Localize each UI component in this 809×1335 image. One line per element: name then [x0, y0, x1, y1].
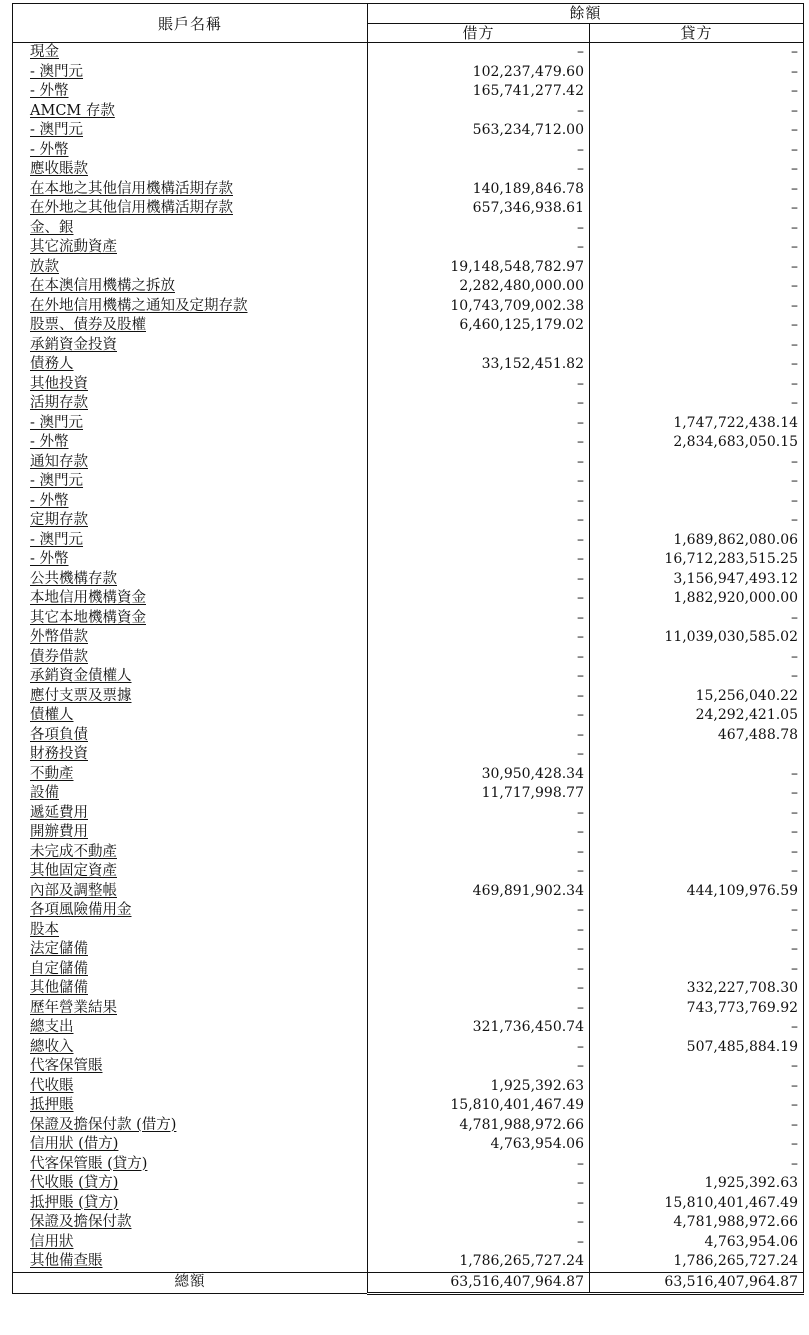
credit-cell: – — [590, 199, 804, 219]
table-row — [13, 1174, 804, 1194]
credit-cell: 332,227,708.30 — [590, 979, 804, 999]
account-name-cell: 設備 — [13, 784, 368, 804]
table-row — [13, 453, 804, 473]
account-name-cell: 各項風險備用金 — [13, 901, 368, 921]
account-name-cell: AMCM 存款 — [13, 102, 368, 122]
debit-cell: – — [368, 999, 590, 1019]
trial-balance-sheet — [12, 3, 803, 1295]
account-name-cell: 其它流動資產 — [13, 238, 368, 258]
debit-cell: – — [368, 141, 590, 161]
debit-cell: – — [368, 160, 590, 180]
credit-cell: – — [590, 121, 804, 141]
account-name-cell: 外幣借款 — [13, 628, 368, 648]
account-name-cell: 財務投資 — [13, 745, 368, 765]
credit-cell — [590, 745, 804, 765]
account-name-cell: 公共機構存款 — [13, 570, 368, 590]
credit-cell: 444,109,976.59 — [590, 882, 804, 902]
table-row — [13, 336, 804, 356]
credit-cell: – — [590, 63, 804, 83]
credit-cell: – — [590, 43, 804, 63]
account-name-cell: 遞延費用 — [13, 804, 368, 824]
debit-cell: – — [368, 1038, 590, 1058]
debit-cell: 563,234,712.00 — [368, 121, 590, 141]
credit-cell: 1,747,722,438.14 — [590, 414, 804, 434]
debit-cell: – — [368, 394, 590, 414]
credit-cell: – — [590, 921, 804, 941]
table-row — [13, 687, 804, 707]
debit-cell: – — [368, 745, 590, 765]
account-name-cell: - 外幣 — [13, 492, 368, 512]
table-row — [13, 394, 804, 414]
credit-cell: 743,773,769.92 — [590, 999, 804, 1019]
credit-cell: 4,763,954.06 — [590, 1233, 804, 1253]
debit-cell: – — [368, 238, 590, 258]
credit-cell: – — [590, 336, 804, 356]
debit-cell: 33,152,451.82 — [368, 355, 590, 375]
credit-cell: 1,786,265,727.24 — [590, 1252, 804, 1272]
debit-cell: – — [368, 433, 590, 453]
table-row — [13, 765, 804, 785]
account-name-cell: 其它本地機構資金 — [13, 609, 368, 629]
header-account-name: 賬戶名稱 — [13, 4, 368, 43]
account-name-cell: 其他投資 — [13, 375, 368, 395]
table-row — [13, 238, 804, 258]
table-row — [13, 1018, 804, 1038]
credit-cell: 1,925,392.63 — [590, 1174, 804, 1194]
account-name-cell: 在本澳信用機構之拆放 — [13, 277, 368, 297]
debit-cell: – — [368, 667, 590, 687]
debit-cell: – — [368, 940, 590, 960]
credit-cell: – — [590, 784, 804, 804]
debit-cell: 165,741,277.42 — [368, 82, 590, 102]
credit-cell: – — [590, 1116, 804, 1136]
credit-cell: 4,781,988,972.66 — [590, 1213, 804, 1233]
table-row — [13, 667, 804, 687]
account-name-cell: 其他儲備 — [13, 979, 368, 999]
table-row — [13, 1155, 804, 1175]
table-row — [13, 589, 804, 609]
account-name-cell: 其他備查賬 — [13, 1252, 368, 1272]
credit-cell: – — [590, 258, 804, 278]
table-row — [13, 999, 804, 1019]
credit-cell: – — [590, 453, 804, 473]
credit-cell: – — [590, 394, 804, 414]
account-name-cell: 代客保管賬 (貸方) — [13, 1155, 368, 1175]
account-name-cell: - 澳門元 — [13, 63, 368, 83]
table-row — [13, 1057, 804, 1077]
table-row — [13, 1077, 804, 1097]
table-row — [13, 43, 804, 63]
debit-cell: – — [368, 726, 590, 746]
debit-cell: – — [368, 901, 590, 921]
debit-cell: – — [368, 921, 590, 941]
table-row — [13, 492, 804, 512]
account-name-cell: 法定儲備 — [13, 940, 368, 960]
credit-cell: – — [590, 901, 804, 921]
credit-cell: – — [590, 804, 804, 824]
account-name-cell: 保證及擔保付款 (借方) — [13, 1116, 368, 1136]
header-credit: 貸方 — [590, 23, 804, 43]
table-row — [13, 1116, 804, 1136]
account-name-cell: 在外地信用機構之通知及定期存款 — [13, 297, 368, 317]
account-name-cell: 保證及擔保付款 — [13, 1213, 368, 1233]
account-name-cell: - 外幣 — [13, 82, 368, 102]
table-row — [13, 862, 804, 882]
credit-cell: – — [590, 960, 804, 980]
account-name-cell: 本地信用機構資金 — [13, 589, 368, 609]
account-name-cell: - 外幣 — [13, 141, 368, 161]
account-name-cell: 各項負債 — [13, 726, 368, 746]
account-name-cell: 債權人 — [13, 706, 368, 726]
table-row — [13, 1213, 804, 1233]
table-row — [13, 1038, 804, 1058]
account-name-cell: 放款 — [13, 258, 368, 278]
credit-cell: 1,882,920,000.00 — [590, 589, 804, 609]
credit-cell: – — [590, 511, 804, 531]
account-name-cell: - 澳門元 — [13, 531, 368, 551]
credit-cell: – — [590, 1135, 804, 1155]
account-name-cell: 代收賬 — [13, 1077, 368, 1097]
debit-cell: – — [368, 1155, 590, 1175]
account-name-cell: 活期存款 — [13, 394, 368, 414]
debit-cell: 30,950,428.34 — [368, 765, 590, 785]
credit-cell: 467,488.78 — [590, 726, 804, 746]
table-row — [13, 160, 804, 180]
account-name-cell: 應收賬款 — [13, 160, 368, 180]
debit-cell: 10,743,709,002.38 — [368, 297, 590, 317]
table-row — [13, 141, 804, 161]
debit-cell: – — [368, 979, 590, 999]
debit-cell: 4,763,954.06 — [368, 1135, 590, 1155]
credit-cell: 15,810,401,467.49 — [590, 1194, 804, 1214]
table-row — [13, 784, 804, 804]
debit-cell: – — [368, 843, 590, 863]
table-row — [13, 277, 804, 297]
debit-cell: 15,810,401,467.49 — [368, 1096, 590, 1116]
debit-cell: – — [368, 960, 590, 980]
table-row — [13, 472, 804, 492]
table-row — [13, 648, 804, 668]
table-row — [13, 570, 804, 590]
debit-cell: 1,925,392.63 — [368, 1077, 590, 1097]
debit-cell: 2,282,480,000.00 — [368, 277, 590, 297]
debit-cell: – — [368, 219, 590, 239]
credit-cell: – — [590, 472, 804, 492]
table-row — [13, 531, 804, 551]
credit-cell: – — [590, 141, 804, 161]
table-row — [13, 297, 804, 317]
debit-cell: 4,781,988,972.66 — [368, 1116, 590, 1136]
debit-cell — [368, 336, 590, 356]
debit-cell: – — [368, 862, 590, 882]
debit-cell: – — [368, 511, 590, 531]
table-row — [13, 1096, 804, 1116]
debit-cell: – — [368, 823, 590, 843]
table-row — [13, 726, 804, 746]
credit-cell: 15,256,040.22 — [590, 687, 804, 707]
table-row — [13, 375, 804, 395]
credit-cell: – — [590, 648, 804, 668]
debit-cell: – — [368, 1174, 590, 1194]
total-debit: 63,516,407,964.87 — [368, 1272, 590, 1293]
table-row — [13, 121, 804, 141]
debit-cell: 469,891,902.34 — [368, 882, 590, 902]
credit-cell: 3,156,947,493.12 — [590, 570, 804, 590]
header-debit: 借方 — [368, 23, 590, 43]
table-row — [13, 82, 804, 102]
debit-cell: – — [368, 804, 590, 824]
total-credit: 63,516,407,964.87 — [590, 1272, 804, 1293]
credit-cell: – — [590, 316, 804, 336]
credit-cell: 1,689,862,080.06 — [590, 531, 804, 551]
credit-cell: – — [590, 667, 804, 687]
account-name-cell: 內部及調整帳 — [13, 882, 368, 902]
table-row — [13, 979, 804, 999]
debit-cell: – — [368, 375, 590, 395]
total-label: 總額 — [13, 1272, 368, 1293]
table-row — [13, 433, 804, 453]
credit-cell: – — [590, 277, 804, 297]
account-name-cell: 代客保管賬 — [13, 1057, 368, 1077]
credit-cell: – — [590, 82, 804, 102]
account-name-cell: 抵押賬 (貸方) — [13, 1194, 368, 1214]
credit-cell: – — [590, 843, 804, 863]
credit-cell: – — [590, 765, 804, 785]
account-name-cell: 不動產 — [13, 765, 368, 785]
account-name-cell: - 外幣 — [13, 550, 368, 570]
account-name-cell: 未完成不動產 — [13, 843, 368, 863]
table-row — [13, 180, 804, 200]
credit-cell: 16,712,283,515.25 — [590, 550, 804, 570]
account-name-cell: - 澳門元 — [13, 121, 368, 141]
account-name-cell: 總收入 — [13, 1038, 368, 1058]
debit-cell: – — [368, 1213, 590, 1233]
table-row — [13, 414, 804, 434]
table-row — [13, 550, 804, 570]
table-row — [13, 316, 804, 336]
credit-cell: – — [590, 160, 804, 180]
debit-cell: – — [368, 589, 590, 609]
table-row — [13, 882, 804, 902]
credit-cell: – — [590, 609, 804, 629]
table-header — [13, 4, 804, 43]
debit-cell: 321,736,450.74 — [368, 1018, 590, 1038]
account-name-cell: 承銷資金債權人 — [13, 667, 368, 687]
table-row — [13, 960, 804, 980]
account-name-cell: 其他固定資產 — [13, 862, 368, 882]
debit-cell: – — [368, 414, 590, 434]
account-name-cell: 在外地之其他信用機構活期存款 — [13, 199, 368, 219]
credit-cell: – — [590, 297, 804, 317]
account-name-cell: 承銷資金投資 — [13, 336, 368, 356]
table-row — [13, 823, 804, 843]
account-name-cell: 應付支票及票據 — [13, 687, 368, 707]
debit-cell: – — [368, 1233, 590, 1253]
table-row — [13, 1194, 804, 1214]
credit-cell: – — [590, 1096, 804, 1116]
account-name-cell: 債券借款 — [13, 648, 368, 668]
debit-cell: – — [368, 102, 590, 122]
debit-cell: – — [368, 706, 590, 726]
debit-cell: 657,346,938.61 — [368, 199, 590, 219]
account-name-cell: 定期存款 — [13, 511, 368, 531]
table-row — [13, 199, 804, 219]
credit-cell: – — [590, 1077, 804, 1097]
debit-cell: – — [368, 453, 590, 473]
debit-cell: – — [368, 531, 590, 551]
debit-cell: – — [368, 687, 590, 707]
table-body — [13, 43, 804, 1273]
table-row — [13, 940, 804, 960]
table-row — [13, 219, 804, 239]
table-row — [13, 1233, 804, 1253]
credit-cell: – — [590, 180, 804, 200]
credit-cell: – — [590, 102, 804, 122]
debit-cell: 6,460,125,179.02 — [368, 316, 590, 336]
debit-cell: – — [368, 43, 590, 63]
credit-cell: 24,292,421.05 — [590, 706, 804, 726]
account-name-cell: - 外幣 — [13, 433, 368, 453]
credit-cell: – — [590, 219, 804, 239]
credit-cell: – — [590, 375, 804, 395]
account-name-cell: 通知存款 — [13, 453, 368, 473]
debit-cell: 11,717,998.77 — [368, 784, 590, 804]
account-name-cell: 總支出 — [13, 1018, 368, 1038]
credit-cell: – — [590, 862, 804, 882]
table-row — [13, 804, 804, 824]
credit-cell: – — [590, 823, 804, 843]
account-name-cell: 債務人 — [13, 355, 368, 375]
table-row — [13, 102, 804, 122]
credit-cell: 507,485,884.19 — [590, 1038, 804, 1058]
table-row — [13, 1252, 804, 1272]
debit-cell: 1,786,265,727.24 — [368, 1252, 590, 1272]
table-row — [13, 609, 804, 629]
table-row — [13, 921, 804, 941]
table-row — [13, 843, 804, 863]
credit-cell: – — [590, 1155, 804, 1175]
credit-cell: – — [590, 492, 804, 512]
credit-cell: 11,039,030,585.02 — [590, 628, 804, 648]
table-row — [13, 63, 804, 83]
credit-cell: – — [590, 1018, 804, 1038]
account-name-cell: 抵押賬 — [13, 1096, 368, 1116]
debit-cell: – — [368, 472, 590, 492]
debit-cell: – — [368, 609, 590, 629]
credit-cell: – — [590, 355, 804, 375]
debit-cell: 19,148,548,782.97 — [368, 258, 590, 278]
credit-cell: 2,834,683,050.15 — [590, 433, 804, 453]
account-name-cell: 在本地之其他信用機構活期存款 — [13, 180, 368, 200]
table-row — [13, 745, 804, 765]
account-name-cell: 股票、債券及股權 — [13, 316, 368, 336]
debit-cell: – — [368, 570, 590, 590]
trial-balance-table — [12, 3, 804, 1295]
credit-cell: – — [590, 940, 804, 960]
debit-cell: 140,189,846.78 — [368, 180, 590, 200]
account-name-cell: 現金 — [13, 43, 368, 63]
table-row — [13, 901, 804, 921]
table-row — [13, 706, 804, 726]
account-name-cell: 股本 — [13, 921, 368, 941]
account-name-cell: 歷年營業結果 — [13, 999, 368, 1019]
account-name-cell: 信用狀 (借方) — [13, 1135, 368, 1155]
debit-cell: – — [368, 1194, 590, 1214]
account-name-cell: 信用狀 — [13, 1233, 368, 1253]
table-row — [13, 258, 804, 278]
debit-cell: 102,237,479.60 — [368, 63, 590, 83]
account-name-cell: 自定儲備 — [13, 960, 368, 980]
table-row — [13, 355, 804, 375]
table-row — [13, 628, 804, 648]
table-footer — [13, 1272, 804, 1293]
account-name-cell: - 澳門元 — [13, 414, 368, 434]
debit-cell: – — [368, 1057, 590, 1077]
account-name-cell: 代收賬 (貸方) — [13, 1174, 368, 1194]
header-balance: 餘額 — [368, 4, 804, 24]
account-name-cell: 金、銀 — [13, 219, 368, 239]
table-row — [13, 511, 804, 531]
debit-cell: – — [368, 648, 590, 668]
debit-cell: – — [368, 492, 590, 512]
credit-cell: – — [590, 238, 804, 258]
account-name-cell: 開辦費用 — [13, 823, 368, 843]
debit-cell: – — [368, 550, 590, 570]
credit-cell: – — [590, 1057, 804, 1077]
table-row — [13, 1135, 804, 1155]
account-name-cell: - 澳門元 — [13, 472, 368, 492]
debit-cell: – — [368, 628, 590, 648]
total-row — [13, 1272, 804, 1293]
